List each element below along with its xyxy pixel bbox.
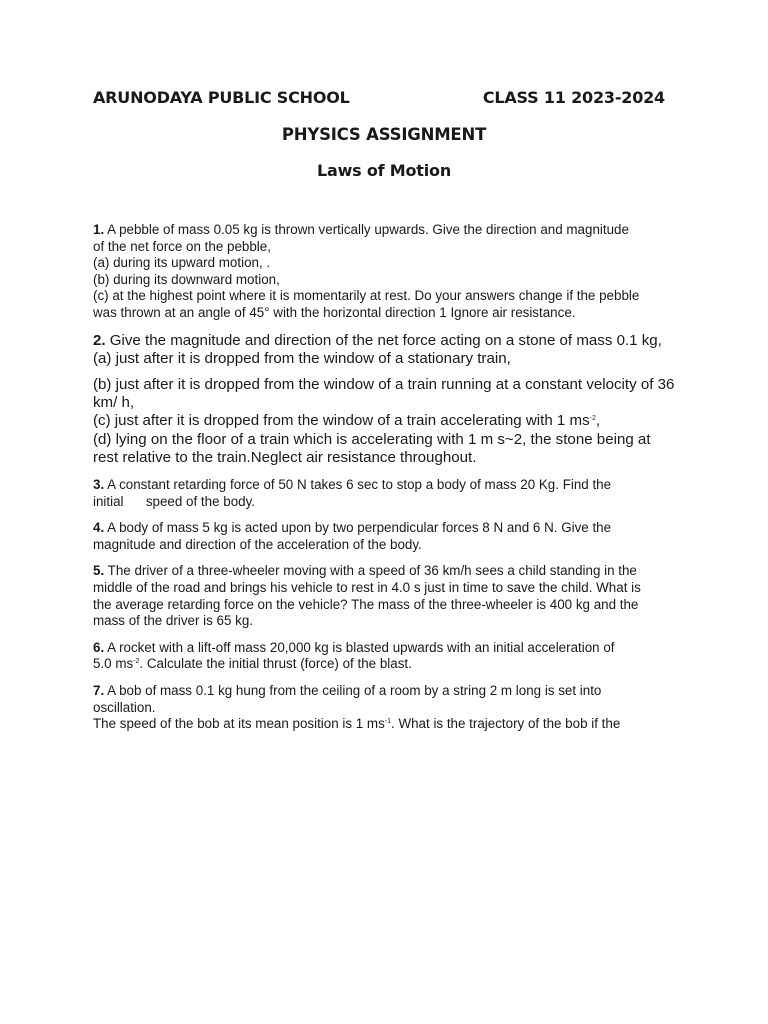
superscript: -2 bbox=[133, 658, 140, 666]
question-part: (a) during its upward motion, . bbox=[93, 255, 271, 271]
question-number: 6. bbox=[93, 639, 105, 655]
question-number: 3. bbox=[93, 476, 105, 492]
question-4 bbox=[93, 520, 677, 553]
question-number: 2. bbox=[93, 331, 106, 349]
question-text: A constant retarding force of 50 N takes 6 sec to stop a body of mass 20 Kg. Find the bbox=[104, 476, 612, 492]
question-number: 1. bbox=[93, 222, 105, 237]
question-text: A rocket with a lift-off mass 20,000 kg is blasted upwards with an initial acceleration of bbox=[104, 639, 615, 655]
question-text: A pebble of mass 0.05 kg is thrown vertically upwards. Give the direction and magnitude bbox=[104, 222, 629, 237]
question-part-tail: , bbox=[595, 412, 601, 430]
question-number: 4. bbox=[93, 520, 105, 536]
question-text: of the net force on the pebble, bbox=[93, 238, 271, 254]
question-part: (a) just after it is dropped from the window of a stationary train, bbox=[93, 349, 511, 367]
assignment-subtitle: Laws of Motion bbox=[316, 161, 452, 180]
question-text: the average retarding force on the vehicle? The mass of the three-wheeler is 400 kg and the bbox=[93, 596, 639, 612]
question-6 bbox=[93, 640, 677, 673]
question-text: 5.0 ms bbox=[93, 656, 134, 672]
question-text: . What is the trajectory of the bob if the bbox=[391, 716, 621, 732]
question-text: oscillation. bbox=[93, 699, 156, 715]
question-text: was thrown at an angle of 45° with the horizontal direction 1 Ignore air resistance. bbox=[93, 304, 576, 320]
question-text: magnitude and direction of the acceleration of the body. bbox=[93, 536, 422, 552]
question-text: initial speed of the body. bbox=[93, 493, 256, 509]
question-text: Give the magnitude and direction of the net force acting on a stone of mass 0.1 kg, bbox=[105, 331, 662, 349]
question-part: (d) lying on the floor of a train which is accelerating with 1 m s~2, the stone being at rest relative to the train.Neglect air resistance throughout. bbox=[93, 430, 651, 466]
question-number: 5. bbox=[93, 563, 105, 579]
question-text: mass of the driver is 65 kg. bbox=[93, 613, 254, 629]
spacer bbox=[93, 368, 677, 376]
question-text: . Calculate the initial thrust (force) of the blast. bbox=[139, 656, 412, 672]
superscript: -2 bbox=[589, 415, 596, 423]
superscript: -1 bbox=[384, 718, 392, 726]
header-row bbox=[93, 88, 665, 107]
question-7 bbox=[93, 683, 677, 733]
question-number: 7. bbox=[93, 682, 105, 698]
question-5 bbox=[93, 563, 677, 629]
questions-body bbox=[93, 222, 677, 743]
assignment-title: PHYSICS ASSIGNMENT bbox=[281, 125, 487, 144]
question-text: The driver of a three-wheeler moving with a speed of 36 km/h sees a child standing in the bbox=[104, 563, 637, 579]
question-part: (c) at the highest point where it is momentarily at rest. Do your answers change if the pebble bbox=[93, 288, 640, 304]
question-3 bbox=[93, 477, 677, 510]
question-text: A bob of mass 0.1 kg hung from the ceiling of a room by a string 2 m long is set into bbox=[104, 682, 602, 698]
question-2 bbox=[93, 332, 677, 467]
school-name: ARUNODAYA PUBLIC SCHOOL bbox=[93, 88, 350, 107]
question-text: The speed of the bob at its mean position is 1 ms bbox=[93, 716, 385, 732]
question-text: A body of mass 5 kg is acted upon by two perpendicular forces 8 N and 6 N. Give the bbox=[104, 520, 612, 536]
question-1 bbox=[93, 222, 677, 322]
question-part: (b) during its downward motion, bbox=[93, 271, 280, 287]
question-part: (b) just after it is dropped from the window of a train running at a constant velocity of 36 km/ h, bbox=[93, 375, 675, 412]
question-part: (c) just after it is dropped from the window of a train accelerating with 1 ms bbox=[93, 412, 590, 430]
class-year: CLASS 11 2023-2024 bbox=[482, 88, 665, 107]
question-text: middle of the road and brings his vehicle to rest in 4.0 s just in time to save the child. What is bbox=[93, 579, 641, 595]
